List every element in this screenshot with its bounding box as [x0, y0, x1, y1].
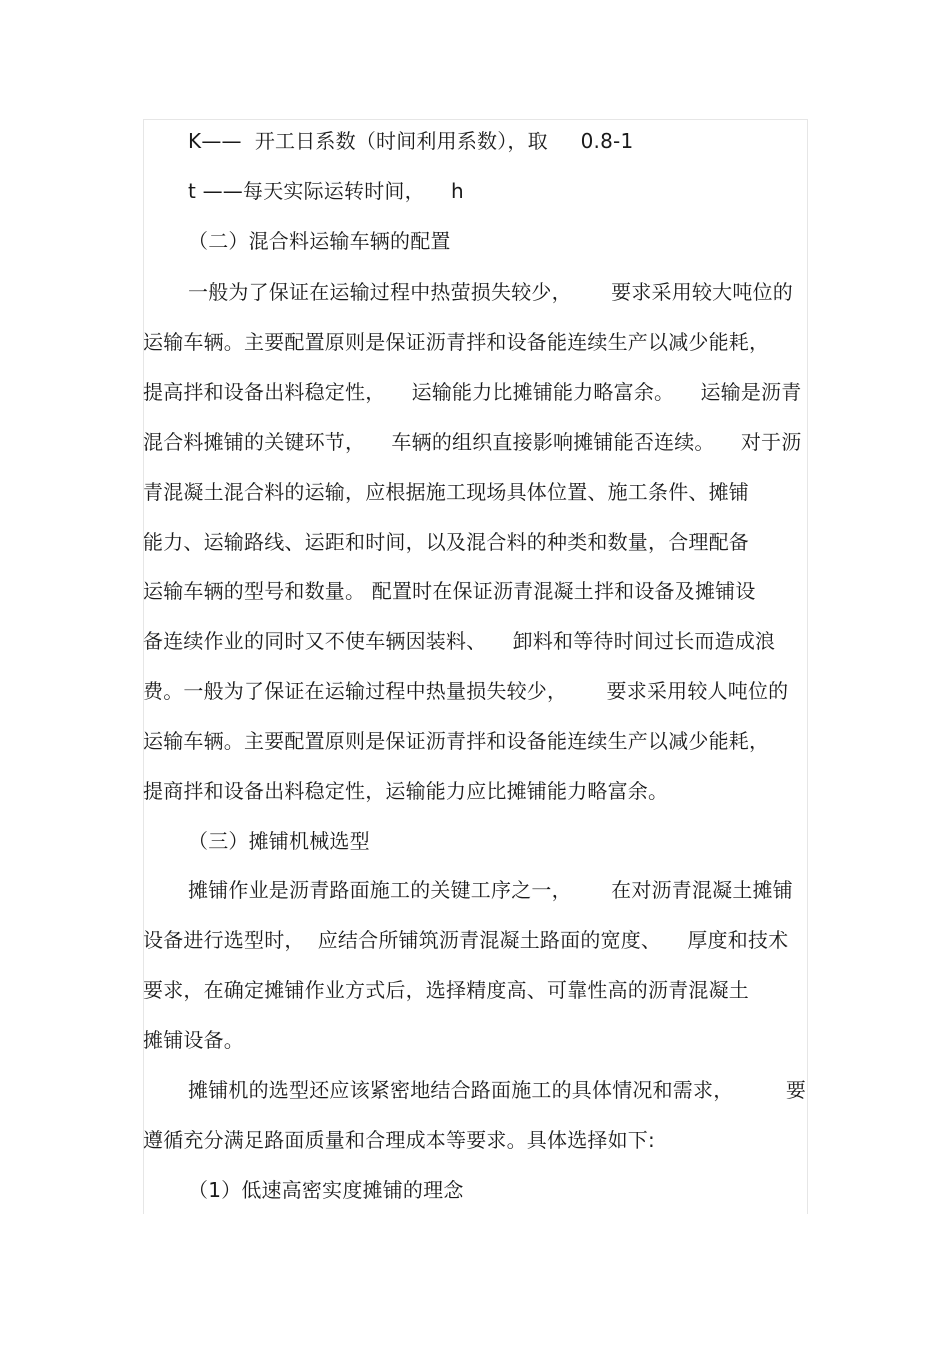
paragraph-line: 运输车辆。主要配置原则是保证沥青拌和设备能连续生产以减少能耗，	[143, 330, 770, 354]
paragraph-line: 遵循充分满足路面质量和合理成本等要求。具体选择如下:	[143, 1128, 655, 1152]
paragraph-line: 摊铺设备。	[143, 1028, 244, 1052]
paragraph-line: 要求，在确定摊铺作业方式后，选择精度高、可靠性高的沥青混凝土	[143, 978, 749, 1002]
paragraph-line: 提高拌和设备出料稳定性， 运输能力比摊铺能力略富余。 运输是沥青	[143, 380, 802, 404]
paragraph-line: 备连续作业的同时又不使车辆因装料、 卸料和等待时间过长而造成浪	[143, 629, 776, 653]
text-line-k-coefficient: K—— 开工日系数（时间利用系数），取 0.8-1	[188, 129, 634, 153]
paragraph-line: 摊铺作业是沥青路面施工的关键工序之一， 在对沥青混凝土摊铺	[188, 878, 793, 902]
paragraph-line: 摊铺机的选型还应该紧密地结合路面施工的具体情况和需求， 要	[188, 1078, 807, 1102]
paragraph-line: 一般为了保证在运输过程中热萤损失较少， 要求采用较大吨位的	[188, 280, 793, 304]
paragraph-line: 运输车辆的型号和数量。 配置时在保证沥青混凝土拌和设备及摊铺设	[143, 579, 756, 603]
paragraph-line: 提商拌和设备出料稳定性，运输能力应比摊铺能力略富余。	[143, 779, 669, 803]
paragraph-line: 设备进行选型时， 应结合所铺筑沥青混凝土路面的宽度、 厚度和技术	[143, 928, 789, 952]
section-heading-paver-selection: （三）摊铺机械选型	[188, 829, 370, 853]
paragraph-line: 混合料摊铺的关键环节， 车辆的组织直接影响摊铺能否连续。 对于沥	[143, 430, 802, 454]
list-item-low-speed-compaction: （1）低速高密实度摊铺的理念	[188, 1178, 464, 1202]
paragraph-line: 能力、运输路线、运距和时间，以及混合料的种类和数量，合理配备	[143, 530, 749, 554]
text-line-t-runtime: t ——每天实际运转时间， h	[188, 179, 464, 203]
section-heading-transport-vehicles: （二）混合料运输车辆的配置	[188, 229, 451, 253]
paragraph-line: 运输车辆。主要配置原则是保证沥青拌和设备能连续生产以减少能耗，	[143, 729, 770, 753]
paragraph-line: 费。一般为了保证在运输过程中热量损失较少， 要求采用较人吨位的	[143, 679, 789, 703]
paragraph-line: 青混凝土混合料的运输，应根据施工现场具体位置、施工条件、摊铺	[143, 480, 749, 504]
